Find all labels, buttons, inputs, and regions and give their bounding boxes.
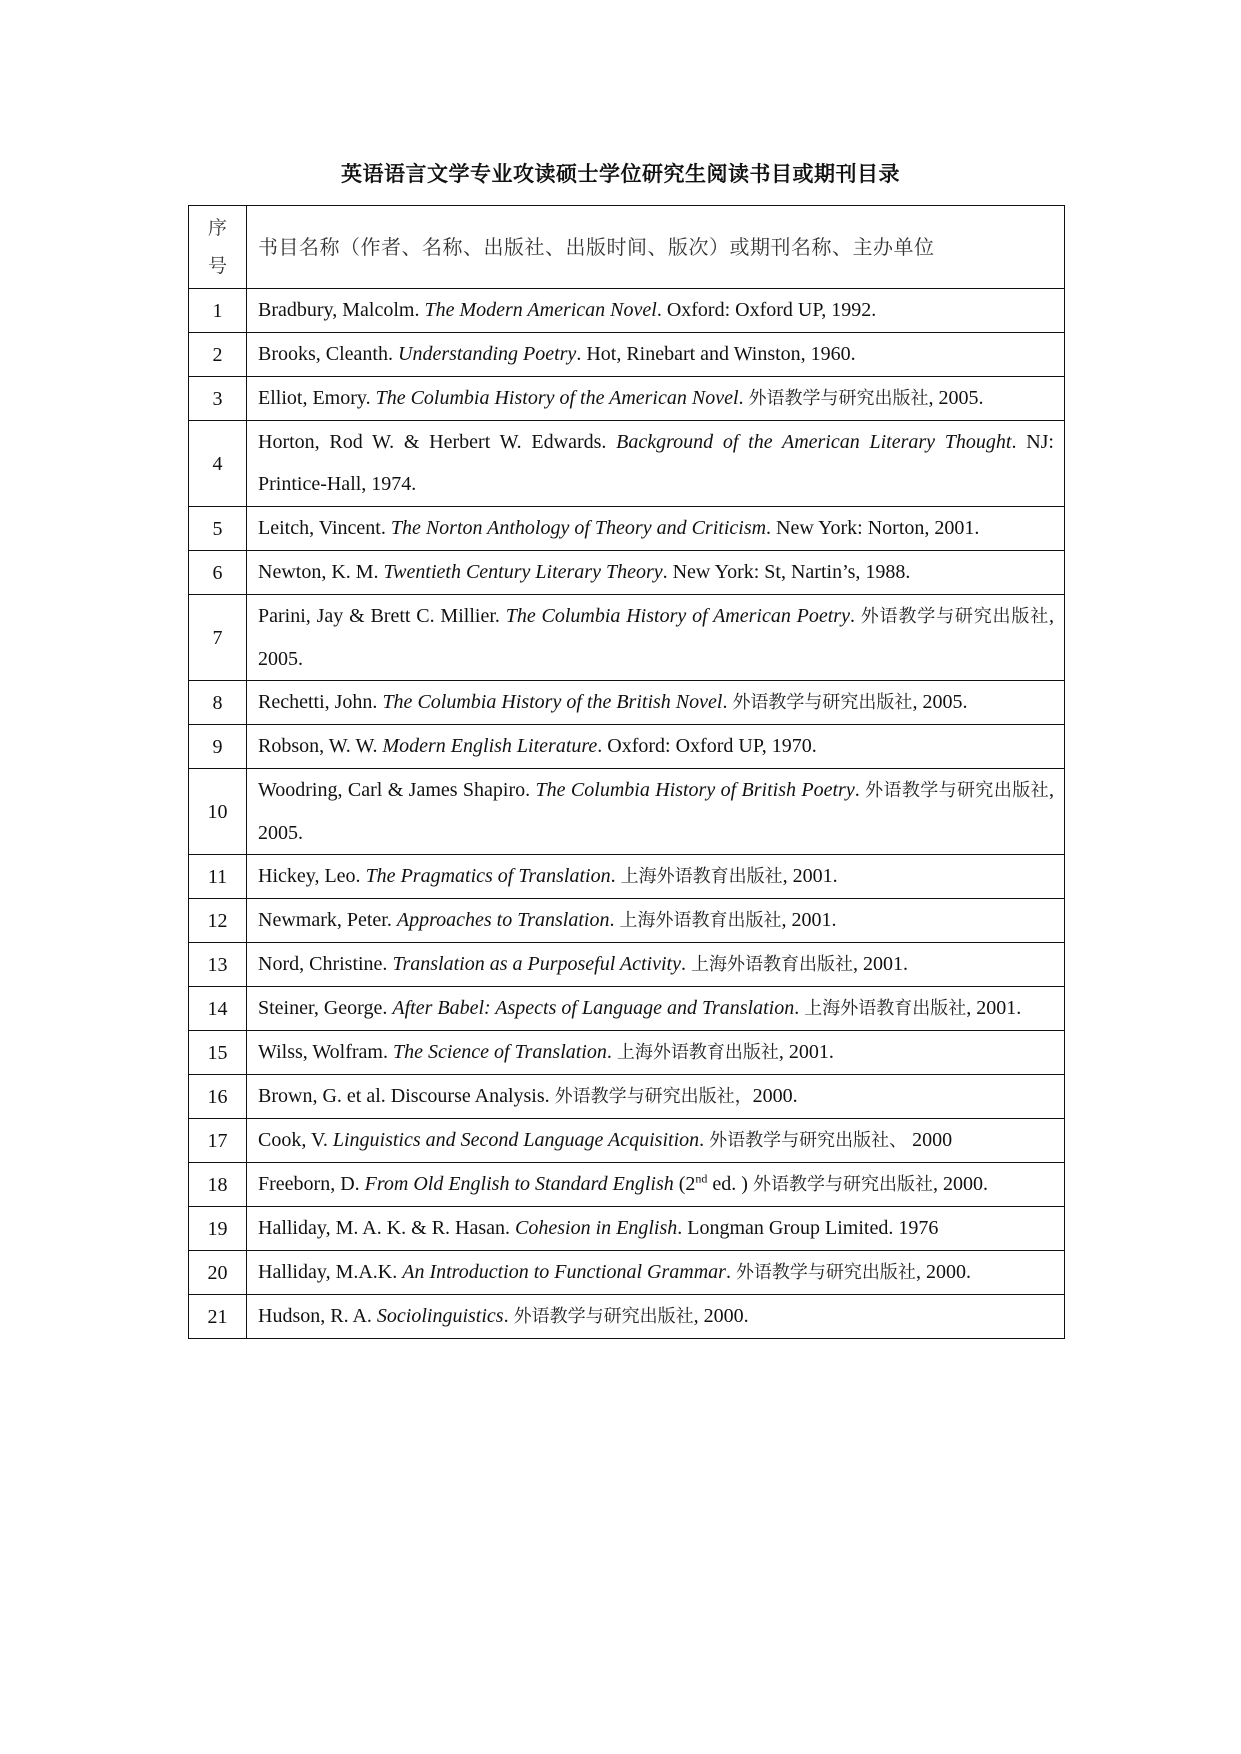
ref-title: The Norton Anthology of Theory and Criticism: [390, 517, 767, 539]
table-row: [189, 595, 1065, 681]
ref-publisher: . Longman Group Limited. 1976: [677, 1217, 939, 1239]
ref-publisher-cn: 外语教学与研究出版社: [865, 780, 1049, 801]
ref-title: Sociolinguistics: [376, 1305, 504, 1327]
reference-cell: [247, 507, 1065, 551]
ref-author: Hudson, R. A.: [258, 1305, 377, 1327]
ref-author: Newmark, Peter.: [258, 909, 397, 931]
table-row: [189, 1119, 1065, 1163]
table-row: [189, 289, 1065, 333]
ref-title: Modern English Literature: [382, 735, 598, 757]
ref-publisher-cn: 外语教学与研究出版社、: [709, 1130, 908, 1151]
row-number: 20: [189, 1251, 247, 1295]
row-number: 2: [189, 333, 247, 377]
row-number: 13: [189, 943, 247, 987]
row-number: 4: [189, 421, 247, 507]
ref-author: Halliday, M. A. K. & R. Hasan.: [258, 1217, 516, 1239]
table-row: [189, 769, 1065, 855]
ref-author: Brown, G. et al. Discourse Analysis.: [258, 1085, 555, 1107]
ref-title: An Introduction to Functional Grammar: [402, 1261, 726, 1283]
table-row: [189, 333, 1065, 377]
reference-cell: [247, 551, 1065, 595]
ref-edition-close: ed. ): [707, 1173, 753, 1195]
ref-publisher: .: [609, 909, 620, 931]
ref-year: , 2001.: [852, 953, 908, 975]
ref-title: Approaches to Translation: [396, 909, 610, 931]
ref-publisher-cn: 外语教学与研究出版社: [513, 1306, 694, 1327]
row-number: 7: [189, 595, 247, 681]
reference-cell: [247, 289, 1065, 333]
ref-publisher: . New York: Norton, 2001.: [766, 517, 980, 539]
ref-year: , 2000.: [915, 1261, 971, 1283]
ref-author: Nord, Christine.: [258, 953, 393, 975]
ref-author: Rechetti, John.: [258, 691, 383, 713]
table-row: [189, 681, 1065, 725]
table-row: [189, 1163, 1065, 1207]
table-row: [189, 899, 1065, 943]
ref-author: Leitch, Vincent.: [258, 517, 391, 539]
row-number: 14: [189, 987, 247, 1031]
row-number: 11: [189, 855, 247, 899]
ref-publisher-cn: 上海外语教育出版社: [690, 954, 853, 975]
page-title: 英语语言文学专业攻读硕士学位研究生阅读书目或期刊目录: [341, 162, 900, 186]
ref-year: , 2001.: [782, 865, 838, 887]
ref-title: The Columbia History of American Poetry: [505, 605, 850, 627]
reference-cell: [247, 1207, 1065, 1251]
reference-cell: [247, 725, 1065, 769]
ref-publisher: .: [849, 605, 861, 627]
table-row: [189, 1295, 1065, 1339]
row-number: 9: [189, 725, 247, 769]
reference-cell: [247, 333, 1065, 377]
ref-publisher: .: [680, 953, 691, 975]
reference-cell: [247, 377, 1065, 421]
ref-year: , 2005.: [258, 605, 1055, 670]
row-number: 19: [189, 1207, 247, 1251]
ref-publisher-cn: 外语教学与研究出版社: [735, 1262, 916, 1283]
ref-publisher: .: [699, 1129, 710, 1151]
ref-publisher: . New York: St, Nartin’s, 1988.: [662, 561, 911, 583]
ref-author: Freeborn, D.: [258, 1173, 365, 1195]
ref-publisher-cn: 上海外语教育出版社: [619, 910, 782, 931]
ref-author: Brooks, Cleanth.: [258, 343, 398, 365]
ref-edition-open: (2: [673, 1173, 696, 1195]
ref-author: Steiner, George.: [258, 997, 393, 1019]
ref-publisher-cn: 上海外语教育出版社: [616, 1042, 779, 1063]
ref-author: Elliot, Emory.: [258, 387, 376, 409]
row-number: 16: [189, 1075, 247, 1119]
ref-year: , 2005.: [258, 779, 1054, 844]
table-row: [189, 855, 1065, 899]
row-number: 8: [189, 681, 247, 725]
table-row: [189, 551, 1065, 595]
row-number: 6: [189, 551, 247, 595]
ref-title: The Pragmatics of Translation: [365, 865, 611, 887]
reference-cell: [247, 899, 1065, 943]
ref-author: Wilss, Wolfram.: [258, 1041, 393, 1063]
table-row: [189, 507, 1065, 551]
row-number: 12: [189, 899, 247, 943]
reference-cell: [247, 1295, 1065, 1339]
table-row: [189, 987, 1065, 1031]
ref-year: , 2000.: [932, 1173, 988, 1195]
reference-cell: [247, 595, 1065, 681]
reference-cell: [247, 1075, 1065, 1119]
ref-year: , 2001.: [781, 909, 837, 931]
table-row: [189, 1031, 1065, 1075]
ref-author: Woodring, Carl & James Shapiro.: [258, 779, 536, 801]
row-number: 10: [189, 769, 247, 855]
ref-publisher: .: [722, 691, 733, 713]
reference-cell: [247, 769, 1065, 855]
ref-title: After Babel: Aspects of Language and Translation: [392, 997, 795, 1019]
ref-publisher: .: [503, 1305, 514, 1327]
table-header-row: [189, 206, 1065, 289]
ref-publisher: .: [794, 997, 805, 1019]
ref-title: Understanding Poetry: [398, 343, 577, 365]
table-row: [189, 421, 1065, 507]
ref-author: Hickey, Leo.: [258, 865, 366, 887]
ref-publisher-cn: 上海外语教育出版社: [804, 998, 967, 1019]
reading-list-table: [188, 205, 1065, 1339]
ref-year: , 2000.: [693, 1305, 749, 1327]
reference-cell: [247, 855, 1065, 899]
reference-cell: [247, 1251, 1065, 1295]
ref-publisher-cn: 外语教学与研究出版社: [752, 1174, 933, 1195]
row-number: 21: [189, 1295, 247, 1339]
table-row: [189, 1075, 1065, 1119]
ref-publisher: .: [610, 865, 621, 887]
header-number-label-2: 号: [207, 255, 227, 277]
table-row: [189, 1207, 1065, 1251]
row-number: 1: [189, 289, 247, 333]
table-row: [189, 725, 1065, 769]
ref-title: The Science of Translation: [392, 1041, 607, 1063]
ref-publisher-cn: 外语教学与研究出版社: [860, 606, 1050, 627]
ref-author: Cook, V.: [258, 1129, 333, 1151]
ref-publisher: . Hot, Rinebart and Winston, 1960.: [576, 343, 856, 365]
reference-cell: [247, 421, 1065, 507]
ref-title: From Old English to Standard English: [364, 1173, 674, 1195]
ref-publisher: .: [725, 1261, 736, 1283]
ref-publisher: . Oxford: Oxford UP, 1992.: [656, 299, 877, 321]
reference-cell: [247, 1119, 1065, 1163]
ref-publisher-cn: 外语教学与研究出版社: [732, 692, 913, 713]
ref-publisher: .: [738, 387, 749, 409]
ref-publisher: .: [854, 779, 866, 801]
ref-publisher-cn: 上海外语教育出版社: [620, 866, 783, 887]
ref-author: Bradbury, Malcolm.: [258, 299, 425, 321]
ref-publisher-cn: 外语教学与研究出版社: [748, 388, 929, 409]
reference-cell: [247, 943, 1065, 987]
ref-title: The Columbia History of the American Novel: [375, 387, 739, 409]
ref-title: Linguistics and Second Language Acquisition: [332, 1129, 700, 1151]
header-reference-cell: 书目名称（作者、名称、出版社、出版时间、版次）或期刊名称、主办单位: [247, 206, 1065, 289]
row-number: 18: [189, 1163, 247, 1207]
ref-title: Background of the American Literary Thought: [616, 431, 1012, 453]
table-row: [189, 943, 1065, 987]
ref-year: 2000: [907, 1129, 953, 1151]
ref-year: , 2005.: [912, 691, 968, 713]
ref-publisher: . NJ: Printice-Hall, 1974.: [258, 431, 1054, 495]
ref-title: The Columbia History of British Poetry: [535, 779, 855, 801]
header-number-label-1: 序: [207, 217, 227, 239]
ref-author: Halliday, M.A.K.: [258, 1261, 403, 1283]
ref-year: , 2001.: [778, 1041, 834, 1063]
ref-year: , 2005.: [928, 387, 984, 409]
row-number: 3: [189, 377, 247, 421]
row-number: 17: [189, 1119, 247, 1163]
ref-publisher-cn: 外语教学与研究出版社，: [554, 1086, 753, 1107]
ref-author: Horton, Rod W. & Herbert W. Edwards.: [258, 431, 617, 453]
ref-author: Newton, K. M.: [258, 561, 384, 583]
table-row: [189, 377, 1065, 421]
ref-title: The Columbia History of the British Novel: [382, 691, 723, 713]
table-row: [189, 1251, 1065, 1295]
ref-author: Robson, W. W.: [258, 735, 383, 757]
ref-publisher: .: [606, 1041, 617, 1063]
ref-title: Cohesion in English: [515, 1217, 678, 1239]
ref-year: 2000.: [752, 1085, 798, 1107]
reference-cell: [247, 987, 1065, 1031]
ref-author: Parini, Jay & Brett C. Millier.: [258, 605, 506, 627]
ref-title: The Modern American Novel: [424, 299, 657, 321]
reference-cell: [247, 1163, 1065, 1207]
ref-publisher: . Oxford: Oxford UP, 1970.: [597, 735, 817, 757]
header-number-cell: [189, 206, 247, 289]
ref-year: , 2001.: [966, 997, 1022, 1019]
reference-cell: [247, 681, 1065, 725]
row-number: 15: [189, 1031, 247, 1075]
ref-edition-sup: nd: [695, 1171, 708, 1186]
ref-title: Twentieth Century Literary Theory: [383, 561, 663, 583]
row-number: 5: [189, 507, 247, 551]
ref-title: Translation as a Purposeful Activity: [392, 953, 681, 975]
reference-cell: [247, 1031, 1065, 1075]
